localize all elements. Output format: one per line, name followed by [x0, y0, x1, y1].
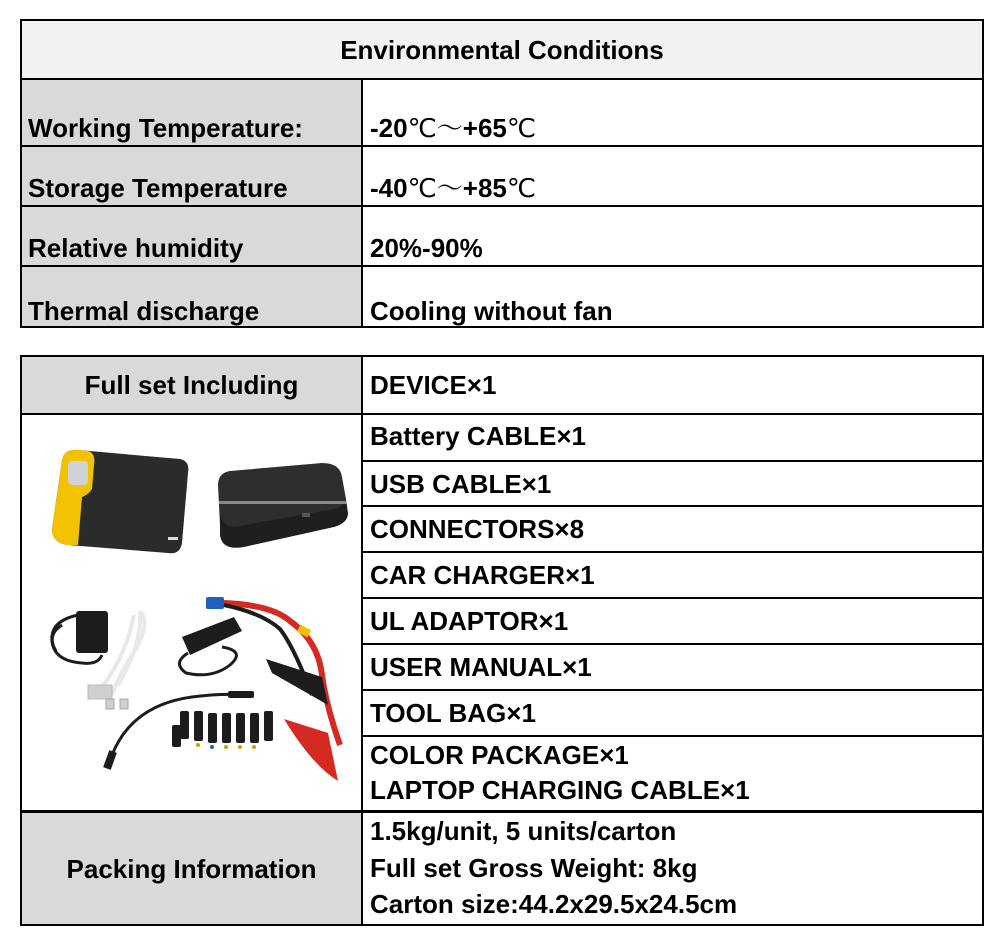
row-label-cell — [22, 80, 363, 145]
packing-label: Packing Information — [66, 854, 317, 884]
table-header-row — [22, 21, 982, 80]
packing-line-gross: Full set Gross Weight: 8kg — [370, 853, 698, 883]
product-kit-illustration — [22, 415, 361, 811]
full-set-label: Full set Including — [84, 370, 299, 400]
storage-temperature-value: -40℃～+85℃ — [370, 173, 537, 203]
table-row — [22, 357, 982, 415]
row-label-cell — [22, 147, 363, 205]
item-car-charger: CAR CHARGER×1 — [370, 560, 595, 590]
table-row — [363, 691, 982, 737]
thermal-discharge-value: Cooling without fan — [370, 296, 613, 326]
working-temperature-value: -20℃～+65℃ — [370, 113, 537, 143]
packing-line-weight: 1.5kg/unit, 5 units/carton — [370, 816, 677, 846]
item-color-package: COLOR PACKAGE×1 — [370, 740, 629, 770]
item-usb-cable: USB CABLE×1 — [370, 469, 552, 499]
item-ul-adaptor: UL ADAPTOR×1 — [370, 606, 569, 636]
table-row — [363, 507, 982, 553]
table-row — [22, 207, 982, 267]
row-label-cell — [22, 357, 363, 413]
table-row — [363, 553, 982, 599]
table-title: Environmental Conditions — [340, 35, 664, 65]
item-laptop-charging-cable: LAPTOP CHARGING CABLE×1 — [370, 775, 750, 805]
table-row — [22, 267, 982, 326]
full-set-table — [20, 355, 984, 926]
row-label-cell — [22, 267, 363, 326]
table-row — [22, 147, 982, 207]
row-value-cell — [363, 207, 982, 265]
product-photo-cell — [22, 415, 363, 811]
table-row — [22, 80, 982, 147]
row-label: Storage Temperature — [28, 173, 288, 203]
row-value-cell — [363, 147, 982, 205]
table-row — [363, 415, 982, 462]
item-tool-bag: TOOL BAG×1 — [370, 698, 536, 728]
wall-adapter-icon — [52, 611, 108, 663]
row-value-cell — [363, 267, 982, 326]
row-label-cell — [22, 813, 363, 924]
row-value-cell — [363, 80, 982, 145]
row-value-cell — [363, 357, 982, 413]
jump-starter-device-icon — [52, 450, 188, 553]
row-label-cell — [22, 207, 363, 265]
car-charger-icon — [179, 617, 242, 675]
row-label: Working Temperature: — [28, 113, 303, 143]
table-row — [363, 645, 982, 691]
humidity-value: 20%-90% — [370, 233, 483, 263]
item-connectors: CONNECTORS×8 — [370, 514, 585, 544]
table-row — [363, 599, 982, 645]
item-battery-cable: Battery CABLE×1 — [370, 421, 587, 451]
product-photo — [22, 415, 363, 811]
row-value-cell — [363, 813, 982, 924]
row-label: Thermal discharge — [28, 296, 260, 326]
carrying-case-icon — [218, 463, 348, 548]
item-user-manual: USER MANUAL×1 — [370, 652, 592, 682]
table-row — [22, 813, 982, 924]
packing-line-carton: Carton size:44.2x29.5x24.5cm — [370, 889, 738, 919]
row-label: Relative humidity — [28, 233, 244, 263]
table-row — [363, 737, 982, 812]
item-device: DEVICE×1 — [370, 370, 497, 400]
table-row — [363, 462, 982, 507]
environmental-conditions-table — [20, 19, 984, 328]
laptop-connectors-icon — [172, 711, 273, 749]
